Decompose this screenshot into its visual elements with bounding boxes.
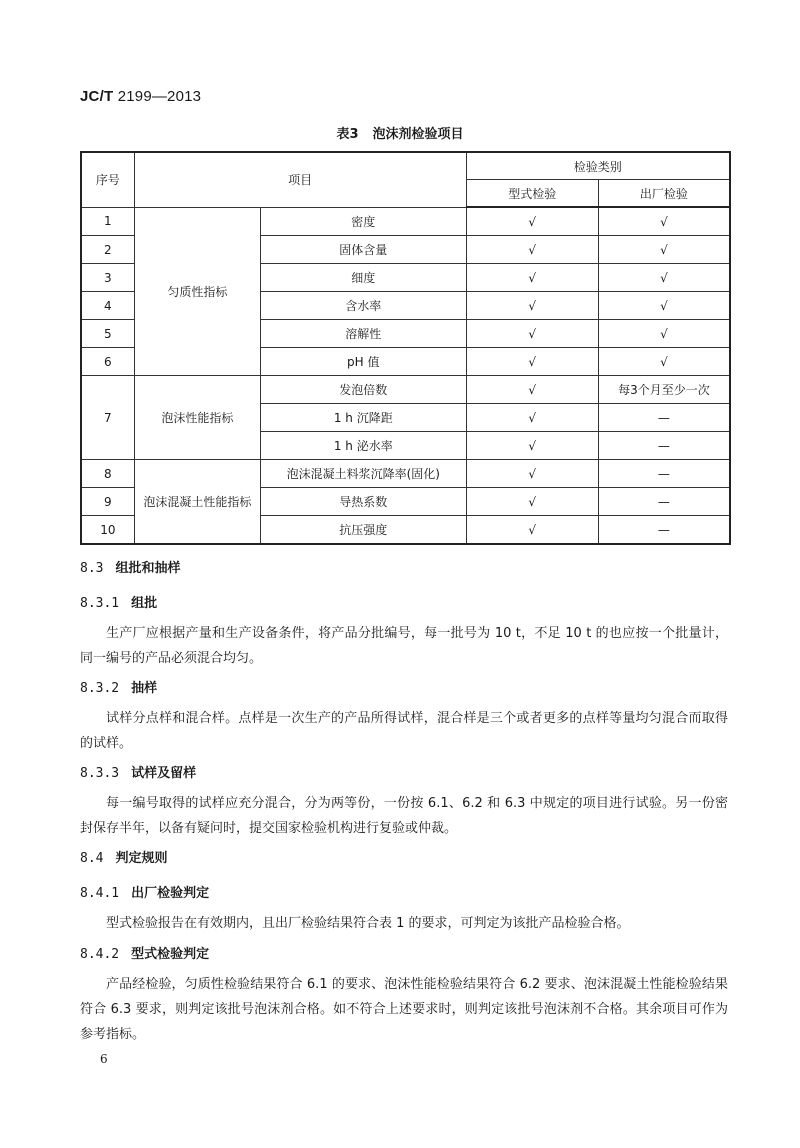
section-8-4-heading	[80, 847, 168, 866]
row-item: pH 值	[260, 348, 466, 376]
row-type-test: √	[466, 292, 598, 320]
row-factory-test: —	[598, 432, 730, 460]
row-factory-test: √	[598, 207, 730, 236]
section-8-3-1-heading	[80, 592, 157, 611]
row-factory-test: —	[598, 516, 730, 545]
row-no: 9	[81, 488, 134, 516]
section-title: 抽样	[131, 681, 158, 696]
section-title: 组批	[131, 596, 158, 611]
group-name: 泡沫混凝土性能指标	[134, 460, 260, 545]
row-type-test: √	[466, 404, 598, 432]
section-number: 8.4.1	[80, 886, 120, 901]
section-number: 8.3.1	[80, 596, 120, 611]
section-8-4-2-heading	[80, 943, 209, 962]
section-title: 型式检验判定	[131, 947, 210, 962]
inspection-items-table	[80, 151, 731, 545]
table-row	[81, 207, 730, 236]
standard-prefix: JC/T	[80, 88, 114, 105]
section-8-4-2-text: 产品经检验，匀质性检验结果符合 6.1 的要求、泡沫性能检验结果符合 6.2 要求、泡沫混凝土性能检验结果符合 6.3 要求，则判定该批号泡沫剂合格。如不符合上述要求时，则判定该批号泡沫剂不合格。其余项目可作为参考指标。	[80, 977, 728, 1042]
row-type-test: √	[466, 488, 598, 516]
section-number: 8.4.2	[80, 947, 120, 962]
row-item: 1 h 沉降距	[260, 404, 466, 432]
row-factory-test: —	[598, 460, 730, 488]
row-type-test: √	[466, 320, 598, 348]
header-category-group: 检验类别	[466, 152, 730, 180]
table-caption-title: 泡沫剂检验项目	[372, 127, 464, 142]
row-no: 7	[81, 376, 134, 460]
row-type-test: √	[466, 376, 598, 404]
row-no: 8	[81, 460, 134, 488]
row-item: 含水率	[260, 292, 466, 320]
section-8-4-1-heading	[80, 882, 209, 901]
standard-number: 2199—2013	[117, 88, 202, 105]
row-no: 10	[81, 516, 134, 545]
row-item: 溶解性	[260, 320, 466, 348]
row-item: 泡沫混凝土料浆沉降率(固化)	[260, 460, 466, 488]
header-item: 项目	[134, 152, 466, 207]
section-number: 8.3.2	[80, 681, 120, 696]
section-8-3-2-text: 试样分点样和混合样。点样是一次生产的产品所得试样，混合样是三个或者更多的点样等量均匀混合而取得的试样。	[80, 711, 728, 751]
section-number: 8.3.3	[80, 766, 120, 781]
row-type-test: √	[466, 516, 598, 545]
row-item: 发泡倍数	[260, 376, 466, 404]
section-8-3-3-heading	[80, 762, 196, 781]
header-type-test: 型式检验	[466, 180, 598, 208]
row-no: 5	[81, 320, 134, 348]
row-item: 固体含量	[260, 236, 466, 264]
row-factory-test: √	[598, 236, 730, 264]
row-no: 3	[81, 264, 134, 292]
row-factory-test: √	[598, 348, 730, 376]
page-number: 6	[100, 1052, 108, 1066]
section-title: 组批和抽样	[115, 561, 181, 576]
row-type-test: √	[466, 264, 598, 292]
row-type-test: √	[466, 207, 598, 236]
row-factory-test: —	[598, 488, 730, 516]
row-factory-test: —	[598, 404, 730, 432]
row-type-test: √	[466, 460, 598, 488]
section-title: 试样及留样	[131, 766, 197, 781]
section-8-3-2-heading	[80, 677, 157, 696]
row-no: 2	[81, 236, 134, 264]
section-8-3-heading	[80, 557, 181, 576]
row-no: 1	[81, 207, 134, 236]
row-factory-test: 每3个月至少一次	[598, 376, 730, 404]
table-caption-label: 表3	[336, 127, 359, 142]
row-item: 1 h 泌水率	[260, 432, 466, 460]
table-row	[81, 376, 730, 404]
standard-code	[80, 88, 201, 105]
section-8-3-1-text: 生产厂应根据产量和生产设备条件，将产品分批编号，每一批号为 10 t，不足 10 t 的也应按一个批量计，同一编号的产品必须混合均匀。	[80, 626, 728, 666]
row-item: 导热系数	[260, 488, 466, 516]
group-name: 泡沫性能指标	[134, 376, 260, 460]
header-factory-test: 出厂检验	[598, 180, 730, 208]
row-type-test: √	[466, 432, 598, 460]
section-title: 出厂检验判定	[131, 886, 210, 901]
section-number: 8.4	[80, 851, 104, 866]
row-type-test: √	[466, 348, 598, 376]
row-type-test: √	[466, 236, 598, 264]
row-factory-test: √	[598, 320, 730, 348]
section-title: 判定规则	[115, 851, 168, 866]
row-factory-test: √	[598, 292, 730, 320]
section-number: 8.3	[80, 561, 104, 576]
section-8-4-1-text: 型式检验报告在有效期内，且出厂检验结果符合表 1 的要求，可判定为该批产品检验合格。	[106, 916, 630, 931]
row-no: 4	[81, 292, 134, 320]
table-row	[81, 460, 730, 488]
row-item: 细度	[260, 264, 466, 292]
group-name: 匀质性指标	[134, 207, 260, 376]
row-no: 6	[81, 348, 134, 376]
row-item: 抗压强度	[260, 516, 466, 545]
header-no: 序号	[81, 152, 134, 207]
row-factory-test: √	[598, 264, 730, 292]
section-8-3-3-text: 每一编号取得的试样应充分混合，分为两等份，一份按 6.1、6.2 和 6.3 中规定的项目进行试验。另一份密封保存半年，以备有疑问时，提交国家检验机构进行复验或仲裁。	[80, 796, 728, 836]
table-caption	[0, 123, 800, 142]
row-item: 密度	[260, 207, 466, 236]
